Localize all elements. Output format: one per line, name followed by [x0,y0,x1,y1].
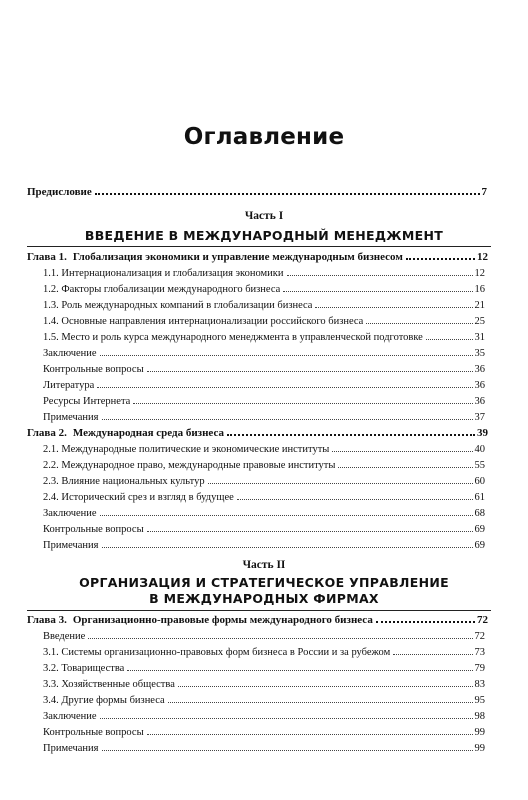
dot-leader [127,670,472,671]
toc-entry[interactable] [43,363,485,376]
entry-label: 3.2. Товарищества [43,663,125,674]
toc-entry[interactable] [43,379,485,392]
dot-leader [332,451,472,452]
entry-page: 72 [477,614,488,626]
dot-leader [315,307,472,308]
toc-entry[interactable] [43,646,485,659]
dot-leader [102,419,473,420]
entry-page: 12 [474,268,485,279]
entry-label: Примечания [43,412,99,423]
toc-entry[interactable] [43,491,485,504]
entry-label: 2.1. Международные политические и экономические институты [43,444,330,455]
dot-leader [393,654,472,655]
toc-entry[interactable] [43,475,485,488]
entry-page: 99 [474,743,485,754]
dot-leader [100,515,473,516]
entry-page: 36 [474,396,485,407]
entry-label: 3.1. Системы организационно-правовых форм бизнеса в России и за рубежом [43,647,391,658]
entry-label: Примечания [43,540,99,551]
entry-label: 2.4. Исторический срез и взгляд в будущее [43,492,234,503]
toc-entry[interactable] [43,630,485,643]
chapter-title: Организационно-правовые формы международного бизнеса [72,614,373,626]
entry-page: 69 [474,524,485,535]
entry-label: Контрольные вопросы [43,524,144,535]
entry-label: Заключение [43,508,97,519]
entry-page: 37 [474,412,485,423]
dot-leader [147,531,473,532]
entry-page: 36 [474,364,485,375]
toc-entry-chapter-2[interactable] [27,427,488,440]
entry-page: 83 [474,679,485,690]
dot-leader [426,339,473,340]
toc-entry[interactable] [43,283,485,296]
toc-entry[interactable] [43,299,485,312]
dot-leader [406,258,475,260]
entry-label: Введение [43,631,86,642]
toc-entry[interactable] [43,523,485,536]
entry-page: 16 [474,284,485,295]
entry-page: 55 [474,460,485,471]
entry-label: 1.2. Факторы глобализации международного бизнеса [43,284,281,295]
toc-entry[interactable] [43,678,485,691]
entry-label: Заключение [43,348,97,359]
dot-leader [100,355,473,356]
chapter-number: Глава 3. [27,614,67,626]
entry-page: 68 [474,508,485,519]
toc-entry[interactable] [43,459,485,472]
dot-leader [88,638,472,639]
entry-page: 35 [474,348,485,359]
entry-label: Контрольные вопросы [43,364,144,375]
toc-entry[interactable] [43,507,485,520]
entry-page: 95 [474,695,485,706]
entry-label: Литература [43,380,95,391]
part-2-label: Часть II [242,559,286,571]
dot-leader [100,718,473,719]
dot-leader [208,483,473,484]
dot-leader [227,434,475,436]
toc-entry[interactable] [43,710,485,723]
part-2-title-line2: В МЕЖДУНАРОДНЫХ ФИРМАХ [149,591,379,606]
entry-label: 1.4. Основные направления интернационализации российского бизнеса [43,316,364,327]
entry-label: Примечания [43,743,99,754]
toc-entry-preface[interactable] [27,186,487,199]
part-1-title: ВВЕДЕНИЕ В МЕЖДУНАРОДНЫЙ МЕНЕДЖМЕНТ [84,228,444,243]
dot-leader [102,750,473,751]
entry-page: 36 [474,380,485,391]
dot-leader [237,499,473,500]
entry-page: 25 [474,316,485,327]
entry-page: 72 [474,631,485,642]
divider [27,610,491,611]
entry-label: Ресурсы Интернета [43,396,131,407]
entry-label: Заключение [43,711,97,722]
entry-page: 69 [474,540,485,551]
dot-leader [147,734,473,735]
chapter-number: Глава 2. [27,427,67,439]
dot-leader [338,467,472,468]
entry-page: 79 [474,663,485,674]
toc-entry[interactable] [43,662,485,675]
toc-entry[interactable] [43,742,485,755]
dot-leader [102,547,473,548]
chapter-title: Международная среда бизнеса [72,427,224,439]
entry-label: 1.5. Место и роль курса международного менеджмента в управленческой подготовке [43,332,423,343]
entry-page: 31 [474,332,485,343]
entry-label: Предисловие [27,186,92,198]
entry-label: 1.1. Интернационализация и глобализация экономики [43,268,284,279]
entry-label: 2.3. Влияние национальных культур [43,476,205,487]
toc-entry[interactable] [43,411,485,424]
toc-entry[interactable] [43,395,485,408]
toc-entry[interactable] [43,539,485,552]
dot-leader [168,702,473,703]
dot-leader [376,621,475,623]
dot-leader [178,686,473,687]
entry-page: 73 [474,647,485,658]
dot-leader [133,403,472,404]
entry-label: 1.3. Роль международных компаний в глобализации бизнеса [43,300,313,311]
entry-label [27,251,403,264]
toc-entry[interactable] [43,347,485,360]
toc-entry[interactable] [43,315,485,328]
toc-entry[interactable] [43,726,485,739]
toc-entry[interactable] [43,443,485,456]
entry-page: 60 [474,476,485,487]
toc-entry-chapter-1[interactable] [27,251,488,264]
toc-entry-chapter-3[interactable] [27,614,488,627]
entry-label [27,427,224,440]
entry-page: 7 [481,186,487,198]
toc-title: Оглавление [183,124,345,150]
entry-page: 12 [477,251,488,263]
toc-entry[interactable] [43,331,485,344]
chapter-title: Глобализация экономики и управление международным бизнесом [72,251,403,263]
entry-label: 2.2. Международное право, международные правовые институты [43,460,336,471]
chapter-number: Глава 1. [27,251,67,263]
entry-page: 98 [474,711,485,722]
divider [27,246,491,247]
entry-label [27,614,373,627]
dot-leader [97,387,472,388]
dot-leader [283,291,472,292]
dot-leader [95,193,480,195]
entry-page: 21 [474,300,485,311]
entry-page: 61 [474,492,485,503]
entry-page: 40 [474,444,485,455]
toc-entry[interactable] [43,267,485,280]
entry-label: Контрольные вопросы [43,727,144,738]
entry-label: 3.3. Хозяйственные общества [43,679,175,690]
part-2-title-line1: ОРГАНИЗАЦИЯ И СТРАТЕГИЧЕСКОЕ УПРАВЛЕНИЕ [79,575,449,590]
entry-page: 99 [474,727,485,738]
toc-entry[interactable] [43,694,485,707]
entry-label: 3.4. Другие формы бизнеса [43,695,165,706]
entry-page: 39 [477,427,488,439]
part-1-label: Часть I [244,210,284,222]
dot-leader [366,323,472,324]
dot-leader [147,371,473,372]
dot-leader [287,275,473,276]
